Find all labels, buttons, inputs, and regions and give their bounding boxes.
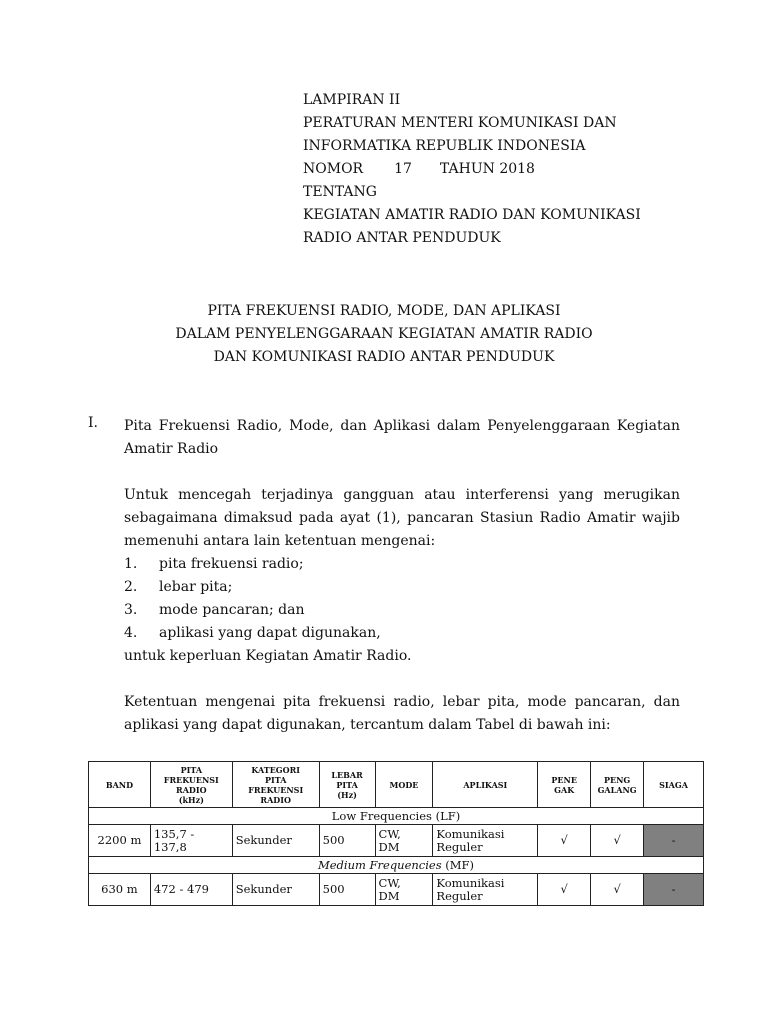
header-text: PITA [264, 774, 287, 785]
section-heading: Pita Frekuensi Radio, Mode, dan Aplikasi dalam Penyelenggaraan Kegiatan Amatir Radio [124, 418, 680, 457]
cell-text: CW, [378, 875, 401, 890]
header-mode: MODE [375, 762, 433, 808]
lampiran-label: LAMPIRAN II [303, 92, 401, 108]
list-text: mode pancaran; dan [159, 602, 305, 618]
tentang-label: TENTANG [303, 184, 377, 200]
word: MENTERI [401, 115, 474, 131]
header-aplikasi: APLIKASI [433, 762, 538, 808]
word: RADIO [448, 207, 498, 223]
list-number: 4. [124, 625, 138, 641]
table-row [89, 825, 704, 857]
nomor-value: 17 [394, 161, 412, 177]
category-suffix: (MF) [441, 857, 475, 872]
list-item [124, 553, 680, 576]
header-text: RADIO [260, 794, 291, 805]
category-mf [89, 857, 704, 874]
cell-band: 2200 m [89, 825, 151, 857]
cell-kategori: Sekunder [232, 825, 319, 857]
cell-penggalang: √ [591, 825, 644, 857]
cell-text: Komunikasi [436, 826, 505, 841]
word: KOMUNIKASI [540, 207, 641, 223]
cell-text: 137,8 [153, 839, 187, 854]
cell-pita [150, 874, 232, 906]
header-text: PENE [551, 774, 577, 785]
paragraph: untuk keperluan Kegiatan Amatir Radio. [124, 648, 412, 664]
document-header [303, 89, 680, 250]
cell-siaga: - [644, 825, 704, 857]
category-text: Medium Frequencies [317, 857, 442, 872]
header-text: FREKUENSI [163, 774, 219, 785]
regulation-line [303, 112, 680, 135]
list-text: pita frekuensi radio; [159, 556, 304, 572]
header-text: KATEGORI [251, 764, 300, 775]
cell-text: Reguler [436, 839, 483, 854]
subject-line-2: RADIO ANTAR PENDUDUK [303, 230, 501, 246]
category-lf: Low Frequencies (LF) [89, 808, 704, 825]
header-kategori [232, 762, 319, 808]
list-number: 2. [124, 579, 138, 595]
cell-text: CW, [378, 826, 401, 841]
cell-penegak: √ [538, 825, 591, 857]
cell-text: 135,7 - [153, 826, 195, 841]
requirements-list [124, 553, 680, 645]
cell-text: DM [378, 839, 400, 854]
cell-mode [375, 874, 433, 906]
cell-text: DM [378, 888, 400, 903]
document-title [0, 300, 768, 369]
cell-text: 472 - 479 [153, 882, 209, 896]
nomor-label: NOMOR [303, 161, 364, 177]
header-penegak [538, 762, 591, 808]
list-number: 1. [124, 556, 138, 572]
cell-lebar: 500 [319, 825, 375, 857]
header-text: PITA [336, 779, 358, 790]
cell-penegak: √ [538, 874, 591, 906]
list-number: 3. [124, 602, 138, 618]
category-row [89, 857, 704, 874]
title-line: PITA FREKUENSI RADIO, MODE, DAN APLIKASI [207, 303, 561, 319]
nomor-line [303, 158, 680, 181]
list-item [124, 576, 680, 599]
header-text: (Hz) [337, 789, 357, 800]
header-band: BAND [89, 762, 151, 808]
header-siaga: SIAGA [644, 762, 704, 808]
ministry-line: INFORMATIKA REPUBLIK INDONESIA [303, 138, 586, 154]
word: AMATIR [385, 207, 445, 223]
section-number: I. [88, 415, 98, 431]
cell-siaga: - [644, 874, 704, 906]
category-row [89, 808, 704, 825]
word: DAN [582, 115, 617, 131]
cell-mode [375, 825, 433, 857]
word: KEGIATAN [303, 207, 381, 223]
header-penggalang [591, 762, 644, 808]
tahun-label: TAHUN 2018 [439, 161, 535, 177]
header-text: FREKUENSI [248, 784, 304, 795]
header-text: GAK [554, 784, 575, 795]
paragraph: Untuk mencegah terjadinya gangguan atau interferensi yang merugikan sebagaimana dimaksud pada ayat (1), pancaran Stasiun Radio Amatir wajib memenuhi antara lain ketentuan mengenai: [124, 487, 680, 549]
list-item [124, 622, 680, 645]
table-row [89, 874, 704, 906]
header-text: (kHz) [178, 794, 204, 805]
header-text: RADIO [176, 784, 207, 795]
cell-text: Komunikasi [436, 875, 505, 890]
title-line: DALAM PENYELENGGARAAN KEGIATAN AMATIR RADIO [175, 326, 593, 342]
word: DAN [502, 207, 536, 223]
frequency-table [88, 761, 704, 906]
word: KOMUNIKASI [477, 115, 579, 131]
header-text: PITA [180, 764, 203, 775]
list-item [124, 599, 680, 622]
title-line: DAN KOMUNIKASI RADIO ANTAR PENDUDUK [213, 349, 555, 365]
cell-text: Reguler [436, 888, 483, 903]
cell-penggalang: √ [591, 874, 644, 906]
header-pita [150, 762, 232, 808]
paragraph: Ketentuan mengenai pita frekuensi radio, lebar pita, mode pancaran, dan aplikasi yang dapat digunakan, tercantum dalam Tabel di bawah ini: [124, 694, 680, 733]
table-header-row [89, 762, 704, 808]
list-text: aplikasi yang dapat digunakan, [159, 625, 381, 641]
cell-pita [150, 825, 232, 857]
cell-band: 630 m [89, 874, 151, 906]
cell-aplikasi [433, 825, 538, 857]
list-text: lebar pita; [159, 579, 233, 595]
cell-aplikasi [433, 874, 538, 906]
header-lebar [319, 762, 375, 808]
header-text: GALANG [597, 784, 637, 795]
subject-line [303, 204, 680, 227]
cell-kategori: Sekunder [232, 874, 319, 906]
cell-lebar: 500 [319, 874, 375, 906]
header-text: PENG [603, 774, 631, 785]
word: PERATURAN [303, 115, 397, 131]
header-text: LEBAR [331, 769, 363, 780]
